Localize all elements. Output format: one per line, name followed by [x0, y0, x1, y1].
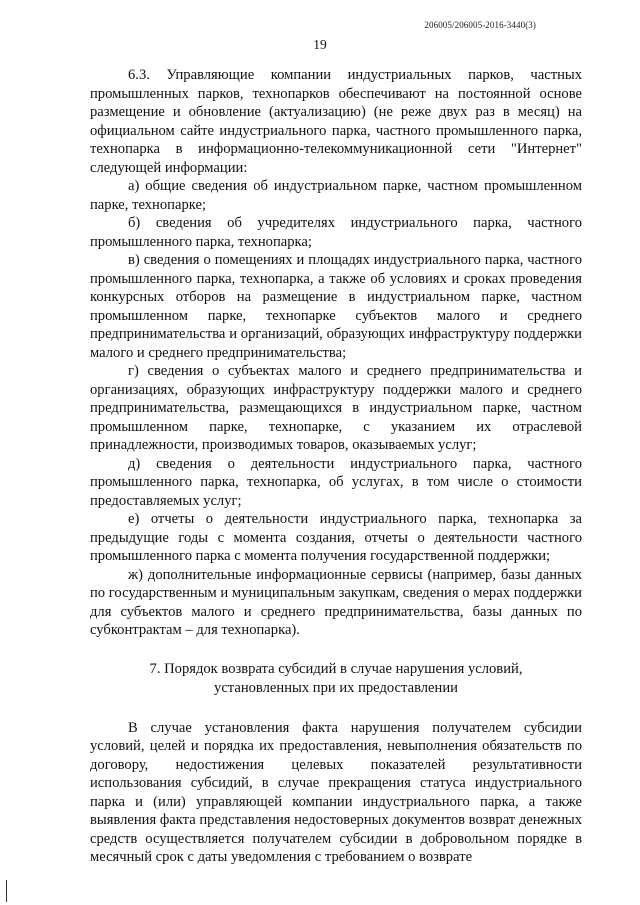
section-7-heading: [90, 660, 582, 698]
list-item-e: е) отчеты о деятельности индустриального парка, технопарка за предыдущие годы с момента создания, отчеты о деятельности частного промышленного парка с момента получения государственной поддержки;: [90, 511, 582, 564]
scan-margin-mark: [6, 880, 7, 902]
page-number: 19: [313, 37, 327, 52]
list-item-d: д) сведения о деятельности индустриального парка, частного промышленного парка, технопарка, об услугах, в том числе о стоимости предоставляемых услуг;: [90, 455, 582, 509]
section-6-3-intro: 6.3. Управляющие компании индустриальных парков, частных промышленных парков, технопарков обеспечивают на постоянной основе размещение и обновление (актуализацию) (не реже двух раз в месяц) на официальном сайте индустриального парка, частного промышленного парка, технопарка в информационно-телекоммуникационной сети "Интернет" следующей информации:: [90, 67, 582, 176]
list-item-g: г) сведения о субъектах малого и среднего предпринимательства и организациях, образующих инфраструктуру поддержки малого и среднего предпринимательства, размещающихся в индустриальном парке, частном промышленном парке, технопарке, с указанием их отраслевой принадлежности, производимых товаров, оказываемых услуг;: [90, 363, 582, 453]
list-item-b: б) сведения об учредителях индустриального парка, частного промышленного парка, технопарка;: [90, 215, 582, 250]
section-7-heading-line-1: 7. Порядок возврата субсидий в случае нарушения условий,: [149, 660, 523, 677]
section-7-body: В случае установления факта нарушения получателем субсидии условий, целей и порядка их предоставления, невыполнения обязательств по договору, недостижения целевых показателей результативности использования субсидий, в случае прекращения статуса индустриального парка и (или) управляющей компании индустриального парка, а также выявления факта представления недостоверных документов возврат денежных средств осуществляется получателем субсидии в добровольном порядке в месячный срок с даты уведомления с требованием о возврате: [90, 719, 583, 865]
document-id: 206005/206005-2016-3440(3): [424, 20, 536, 30]
section-7-heading-line-2: установленных при их предоставлении: [214, 679, 458, 696]
list-item-zh: ж) дополнительные информационные сервисы (например, базы данных по государственным и муниципальным закупкам, сведения о мерах поддержки для субъектов малого и среднего предпринимательства, базы данных по субконтрактам – для технопарка).: [90, 566, 582, 638]
document-body: [90, 66, 582, 867]
list-item-a: а) общие сведения об индустриальном парке, частном промышленном парке, технопарке;: [90, 178, 582, 213]
list-item-v: в) сведения о помещениях и площадях индустриального парка, частного промышленного парка, технопарка, а также об условиях и сроках проведения конкурсных отборов на размещение в индустриальном парке, частном промышленном парке, технопарке субъектов малого и среднего предпринимательства и организаций, образующих инфраструктуру поддержки малого и среднего предпринимательства;: [90, 252, 582, 361]
